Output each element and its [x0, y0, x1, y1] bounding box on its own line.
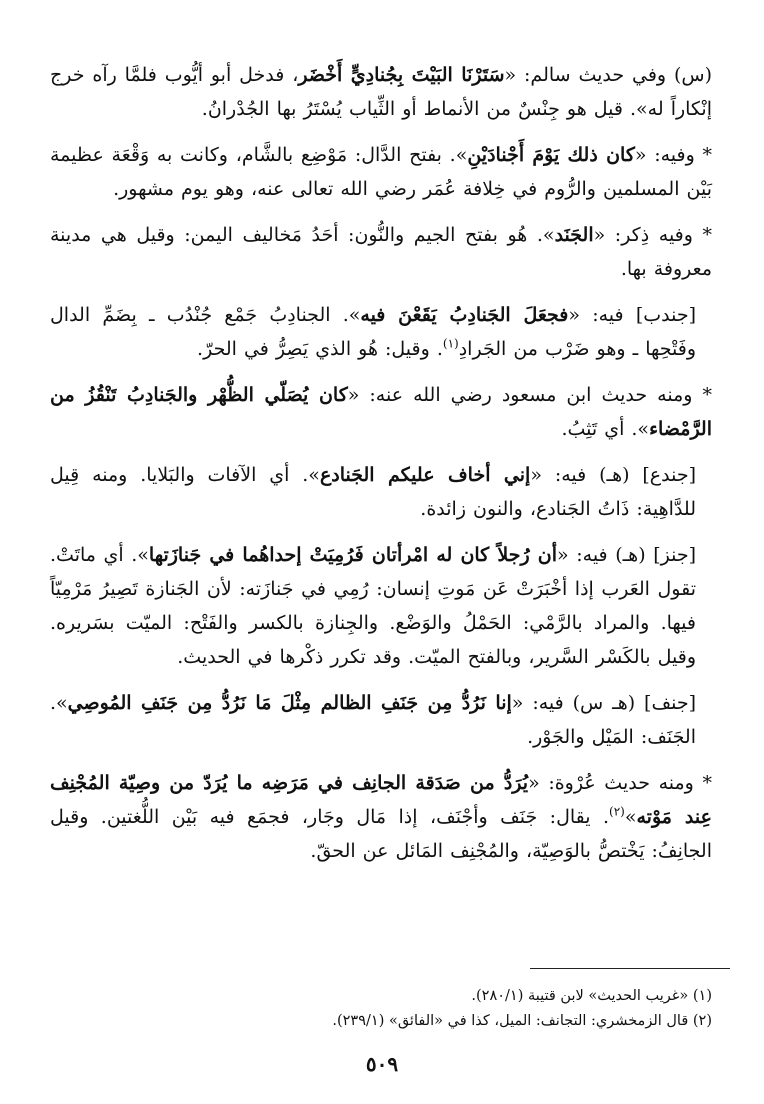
paragraph-p4: [50, 298, 712, 366]
text-run: * ومنه حديث عُرْوة: «: [528, 772, 712, 794]
paragraph-p6: [50, 458, 712, 526]
text-run: ». هُو بفتح الجيم والنُّون: أحَدُ مَخاليف اليمن: وقيل هي مدينة معروفة بها.: [50, 224, 712, 280]
text-run: ». أي تَثِبُ.: [561, 418, 650, 440]
paragraph-p9: [50, 766, 712, 868]
paragraph-p3: [50, 218, 712, 286]
page-body: [50, 58, 712, 880]
footnote-ref: (١): [442, 336, 459, 351]
hadith-quote: يُرَدُّ من صَدَقة الجانِف في مَرَضِه ما يُرَدّ من وصِيّة المُجْنِف عِند مَوْته: [50, 772, 712, 828]
text-run: * وفيه: «: [634, 144, 712, 166]
text-run: »: [624, 806, 637, 828]
text-run: ». أي الآفات والبَلايا. ومنه قِيل للدَّاهِية: ذَاتُ الجَنادع، والنون زائدة.: [50, 464, 696, 520]
paragraph-p2: [50, 138, 712, 206]
hadith-quote: أن رُجلاً كان له امْرأتان فَرُمِيَتْ إحداهُما في جَنازَتها: [148, 544, 558, 566]
text-run: [جنز] (هـ) فيه: «: [557, 544, 696, 566]
footnotes: [50, 984, 712, 1034]
text-run: [جندع] (هـ) فيه: «: [530, 464, 696, 486]
text-run: [جندب] فيه: «: [568, 304, 696, 326]
paragraph-p8: [50, 686, 712, 754]
paragraph-p7: [50, 538, 712, 674]
text-run: [جنف] (هـ س) فيه: «: [511, 692, 696, 714]
text-run: ». الجَنَف: المَيْل والجَوْر.: [50, 692, 696, 748]
text-run: ». الجنادِبُ جَمْع جُنْدُب ـ بِضَمِّ الدال وفَتْحِها ـ وهو ضَرْب من الجَرادِ: [50, 304, 696, 360]
page-number: ٥٠٩: [365, 1052, 399, 1076]
text-run: (س) وفي حديث سالم: «: [504, 64, 712, 86]
footnote-2: (٢) قال الزمخشري: التجانف: الميل، كذا في «الفائق» (٢٣٩/١).: [332, 1013, 712, 1029]
hadith-quote: سَتَرْنَا البَيْتَ بِجُنادِيٍّ أَخْضَر: [298, 64, 505, 86]
text-run: ». بفتح الدَّال: مَوْضِع بالشَّام، وكانت به وَقْعَة عظيمة بَيْن المسلمين والرُّوم في خِلافة عُمَر رضي الله تعالى عنه، وهو يوم مشهور.: [50, 144, 712, 200]
hadith-quote: كان يُصَلّي الظُّهْر والجَنادِبُ تَنْقُزُ من الرَّمْضاء: [50, 384, 712, 440]
text-run: ». أي ماتَتْ. تقول العَرب إذا أخْبَرَتْ عَن مَوتِ إنسان: رُمِي في جَنازَته: لأن الجَنازة تَصِيرُ مَرْمِيّاً فيها. والمراد بالرَّمْي: الحَمْلُ والوَضْع. والجِنازة بالكسر والفَتْح: الميّت بسَريره. وقيل بالكَسْر السَّرير، وبالفتح الميّت. وقد تكرر ذكْرها في الحديث.: [50, 544, 696, 668]
hadith-quote: إنا نَرُدُّ مِن جَنَفِ الظالم مِثْلَ مَا نَرُدُّ مِن جَنَفِ المُوصِي: [67, 692, 512, 714]
text-run: . يقال: جَنَف وأجْنَف، إذا مَال وجَار، فجمَع فيه بَيْن اللُّغتين. وقيل الجانِفُ: يَخْتصُّ بالوَصِيّة، والمُجْنِف المَائل عن الحقّ.: [50, 806, 712, 862]
hadith-quote: الجَنَد: [554, 224, 594, 246]
footnote-1: (١) «غريب الحديث» لابن قتيبة (٢٨٠/١).: [471, 988, 712, 1004]
hadith-quote: فجعَلَ الجَنادِبُ يَقَعْنَ فيه: [360, 304, 569, 326]
text-run: . وقيل: هُو الذي يَصِرُّ في الحرّ.: [197, 338, 443, 360]
text-run: ، فدخل أبو أيُّوب فلمَّا رآه خرج إنْكاراً له». قيل هو جِنْسٌ من الأنماط أو الثِّياب يُسْتَرُ بها الجُدْرانُ.: [50, 64, 712, 120]
text-run: * ومنه حديث ابن مسعود رضي الله عنه: «: [347, 384, 712, 406]
hadith-quote: كان ذلك يَوْمَ أَجْنادَيْنِ: [467, 144, 635, 166]
footnote-ref: (٢): [609, 804, 625, 819]
footnote-divider: [530, 968, 730, 969]
paragraph-p5: [50, 378, 712, 446]
hadith-quote: إني أخاف عليكم الجَنادع: [319, 464, 531, 486]
paragraph-p1: [50, 58, 712, 126]
text-run: * وفيه ذِكر: «: [593, 224, 712, 246]
